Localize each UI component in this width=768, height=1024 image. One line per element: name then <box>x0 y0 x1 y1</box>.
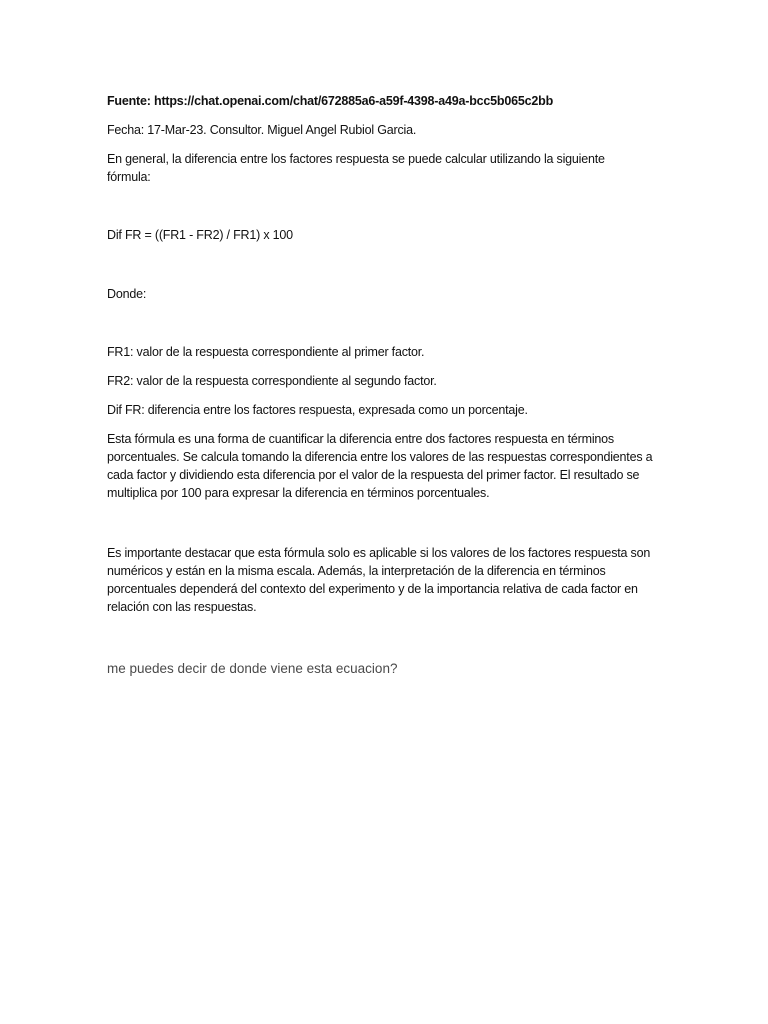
definition-fr2: FR2: valor de la respuesta correspondiente al segundo factor. <box>107 374 437 388</box>
explanation-paragraph: Esta fórmula es una forma de cuantificar la diferencia entre dos factores respuesta en términos porcentuales. Se calcula tomando la diferencia entre los valores de las respuestas correspondientes a cada factor y dividiendo esta diferencia por el valor de la respuesta del primer factor. El resultado se multiplica por 100 para expresar la diferencia en términos porcentuales. <box>107 432 653 500</box>
definition-fr1: FR1: valor de la respuesta correspondiente al primer factor. <box>107 345 425 359</box>
intro-paragraph: En general, la diferencia entre los factores respuesta se puede calcular utilizando la siguiente fórmula: <box>107 152 605 184</box>
donde-label: Donde: <box>107 287 147 301</box>
source-line: Fuente: https://chat.openai.com/chat/672885a6-a59f-4398-a49a-bcc5b065c2bb <box>107 94 554 108</box>
definition-dif-fr: Dif FR: diferencia entre los factores respuesta, expresada como un porcentaje. <box>107 403 528 417</box>
note-paragraph: Es importante destacar que esta fórmula solo es aplicable si los valores de los factores respuesta son numéricos y están en la misma escala. Además, la interpretación de la diferencia en términos porcentuales dependerá del contexto del experimento y de la importancia relativa de cada factor en relación con las respuestas. <box>107 546 651 614</box>
follow-up-question: me puedes decir de donde viene esta ecuacion? <box>107 661 398 676</box>
date-line: Fecha: 17-Mar-23. Consultor. Miguel Angel Rubiol Garcia. <box>107 123 417 137</box>
formula-line: Dif FR = ((FR1 - FR2) / FR1) x 100 <box>107 228 293 242</box>
